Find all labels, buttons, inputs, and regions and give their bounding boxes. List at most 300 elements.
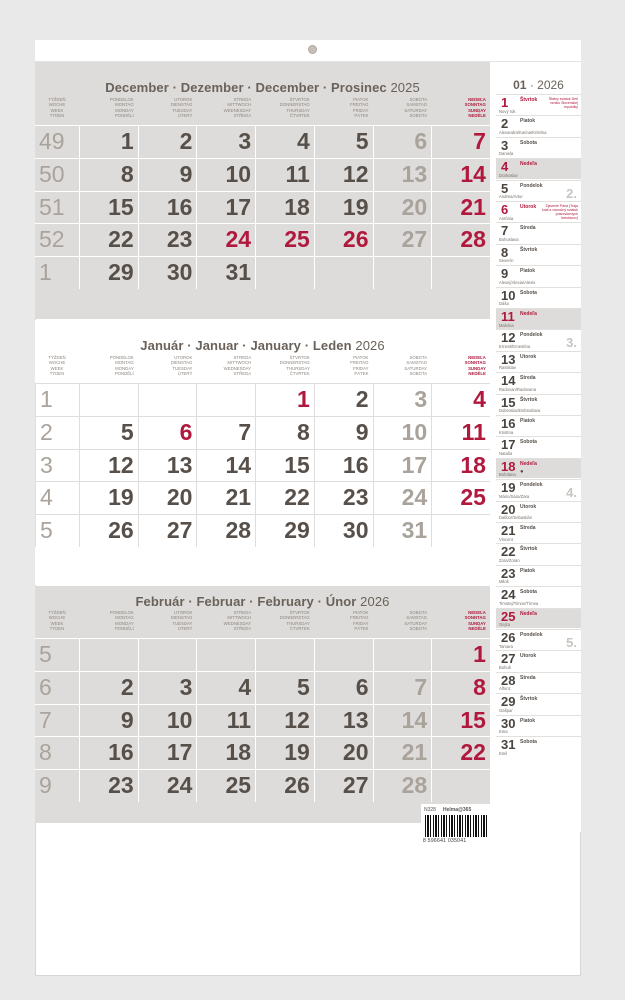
day-cell <box>314 736 373 769</box>
day-cell <box>373 256 432 289</box>
day-cell <box>196 191 255 224</box>
day-number: 13 <box>166 451 193 478</box>
day-cell <box>79 223 138 256</box>
day-number: 6 <box>355 673 369 700</box>
weekday-column-header <box>314 608 373 638</box>
day-cell <box>255 704 314 737</box>
side-day-number: 19 <box>501 480 516 496</box>
day-number: 25 <box>460 484 486 511</box>
day-number: 29 <box>108 259 134 286</box>
side-week-number: 2. <box>566 185 577 201</box>
day-cell <box>79 191 138 224</box>
side-weekday: Streda <box>520 674 536 681</box>
month-year: 2026 <box>360 594 390 609</box>
weekday-header-label: UTOROK <box>174 97 193 102</box>
weekday-header-label: DIENSTAG <box>170 360 193 366</box>
weekday-header-label: ČTVRTEK <box>289 626 310 632</box>
side-day-number: 20 <box>501 501 516 517</box>
day-number: 15 <box>108 193 134 220</box>
day-cell <box>431 671 490 704</box>
day-number: 10 <box>225 160 252 187</box>
week-number: 51 <box>39 193 65 220</box>
weekday-header-label: SATURDAY <box>404 107 428 113</box>
side-name-day: Gašpar <box>499 707 513 713</box>
side-name-day: Dobroslav/Dobroslava <box>499 408 541 414</box>
side-day-number: 29 <box>501 694 516 710</box>
weekday-column-header <box>431 95 490 125</box>
month-grid <box>35 125 490 289</box>
day-number: 18 <box>225 739 252 766</box>
weekday-header-label: ŠTVRTOK <box>289 610 310 615</box>
side-day-number: 8 <box>501 244 509 260</box>
month-title <box>35 338 490 353</box>
day-cell <box>373 223 432 256</box>
day-cell <box>373 638 432 671</box>
day-number: 13 <box>401 160 428 187</box>
week-number-cell <box>35 638 79 671</box>
weekday-header-label: THURSDAY <box>286 620 310 626</box>
day-cell <box>138 125 197 158</box>
weekday-header-label: SUNDAY <box>468 107 486 113</box>
weekday-header-label: UTOROK <box>174 610 193 615</box>
day-cell <box>79 125 138 158</box>
side-weekday: Sobota <box>520 289 537 296</box>
side-day-number: 17 <box>501 437 516 453</box>
weekday-column-header <box>138 353 197 383</box>
day-cell <box>373 514 432 547</box>
weekday-header-label: MITTWOCH <box>227 102 252 108</box>
weekday-header-label: ÚTERÝ <box>177 113 193 119</box>
weekday-column-header <box>372 608 431 638</box>
week-number-cell <box>35 449 79 482</box>
day-number: 28 <box>460 226 486 253</box>
side-day-row <box>496 522 581 543</box>
weekday-header-label: FRIDAY <box>353 365 369 371</box>
weekday-header-label: NEDEĽA <box>468 355 486 360</box>
side-name-day: Mário/Sára/Zara <box>499 493 530 499</box>
weekday-header-label: SONNTAG <box>464 102 486 108</box>
side-day-row <box>496 158 581 179</box>
day-cell <box>79 383 138 416</box>
day-cell <box>373 769 432 802</box>
weekday-header-label: THURSDAY <box>286 365 310 371</box>
day-number: 4 <box>238 673 252 700</box>
weekday-header-label: ŠTVRTOK <box>289 355 310 360</box>
day-cell <box>373 481 432 514</box>
week-number: 49 <box>39 128 65 154</box>
side-day-row <box>496 351 581 372</box>
weekday-header-label: STŘEDA <box>233 371 252 377</box>
weekday-header-label: SOBOTA <box>409 97 428 102</box>
month-grid <box>35 638 490 802</box>
side-weekday: Pondelok <box>520 182 543 189</box>
weekday-header-label: NEDĚLE <box>468 371 486 377</box>
day-number: 20 <box>342 739 369 766</box>
weekday-header-label: SOBOTA <box>409 355 428 360</box>
side-name-day: Zora/Zoran <box>499 557 520 563</box>
week-number-cell <box>35 383 79 416</box>
side-name-day: Tamara <box>499 643 513 649</box>
day-cell <box>255 223 314 256</box>
side-name-day: Malvína <box>499 322 514 328</box>
weekday-header <box>35 608 490 638</box>
weekday-header-label: SAMSTAG <box>406 102 428 108</box>
week-number-cell <box>35 158 79 191</box>
side-name-day: Drahoslav <box>499 172 518 178</box>
day-cell <box>138 449 197 482</box>
day-number: 28 <box>225 517 252 544</box>
weekday-header-label: PÁTEK <box>354 626 369 632</box>
week-number-cell <box>35 481 79 514</box>
day-cell <box>314 158 373 191</box>
week-header-label: TÝDEN <box>49 371 65 377</box>
weekday-header-label: WEDNESDAY <box>223 365 252 371</box>
weekday-header-label: NEDEĽA <box>468 97 486 102</box>
moon-phase-icon: ● <box>520 468 524 475</box>
day-number: 7 <box>473 128 486 154</box>
day-cell <box>138 736 197 769</box>
week-column-header <box>35 353 79 383</box>
week-number: 6 <box>39 673 52 700</box>
weekday-header-label: THURSDAY <box>286 107 310 113</box>
weekday-column-header <box>196 608 255 638</box>
weekday-header-label: STREDA <box>233 610 252 615</box>
day-number: 2 <box>355 386 369 412</box>
day-cell <box>79 416 138 449</box>
weekday-header-label: SATURDAY <box>404 620 428 626</box>
side-day-number: 21 <box>501 523 516 538</box>
side-day-number: 6 <box>501 202 509 217</box>
side-weekday: Nedeľa <box>520 161 537 168</box>
day-number: 18 <box>284 193 310 220</box>
brand-name: Helma@365 <box>443 807 472 813</box>
side-name-day: Dáša <box>499 301 509 307</box>
day-cell <box>314 223 373 256</box>
side-day-number: 7 <box>501 223 509 239</box>
day-cell <box>79 481 138 514</box>
side-day-row <box>496 479 581 500</box>
day-cell <box>138 158 197 191</box>
side-day-number: 23 <box>501 565 516 581</box>
side-day-number: 11 <box>501 309 515 324</box>
side-day-row <box>496 693 581 714</box>
weekday-header-label: MITTWOCH <box>227 360 252 366</box>
day-number: 31 <box>225 259 252 286</box>
day-cell <box>431 736 490 769</box>
day-cell <box>196 158 255 191</box>
day-number: 1 <box>297 386 310 412</box>
weekday-header-label: PONDELOK <box>109 610 134 615</box>
day-cell <box>138 191 197 224</box>
day-number: 25 <box>225 772 252 799</box>
side-weekday: Utorok <box>520 503 537 510</box>
day-cell <box>255 383 314 416</box>
side-day-row <box>496 244 581 265</box>
weekday-header-label: SOBOTA <box>409 610 428 615</box>
day-cell <box>79 449 138 482</box>
day-number: 11 <box>226 706 252 733</box>
side-day-row <box>496 436 581 457</box>
day-number: 8 <box>120 160 134 187</box>
side-day-number: 27 <box>501 651 516 667</box>
day-cell <box>196 125 255 158</box>
side-day-number: 31 <box>501 737 516 752</box>
side-day-number: 4 <box>501 159 509 175</box>
side-day-row <box>496 308 581 329</box>
day-cell <box>255 514 314 547</box>
day-cell <box>196 256 255 289</box>
side-day-number: 13 <box>501 351 516 367</box>
day-number: 7 <box>414 673 428 700</box>
day-number: 21 <box>460 193 486 220</box>
side-name-day: Gejza <box>499 622 510 628</box>
day-cell <box>196 481 255 514</box>
side-name-day: Bohdana <box>499 472 516 478</box>
week-number: 7 <box>39 706 52 733</box>
week-column-header <box>35 608 79 638</box>
day-cell <box>314 481 373 514</box>
side-day-row <box>496 715 581 736</box>
side-weekday: Utorok <box>520 204 537 210</box>
side-day-row <box>496 372 581 393</box>
side-name-day: Emil <box>499 750 508 756</box>
day-number: 23 <box>108 772 134 799</box>
month-block <box>35 320 490 585</box>
side-day-number: 1 <box>501 95 509 110</box>
month-block <box>35 586 490 823</box>
day-cell <box>79 256 138 289</box>
weekday-header-label: ÚTERÝ <box>177 371 193 377</box>
side-holiday-note: Štátny sviatok Deň vzniku Slovenskej republiky <box>548 97 578 109</box>
day-cell <box>196 416 255 449</box>
day-number: 15 <box>284 451 310 478</box>
weekday-header-label: STREDA <box>233 355 252 360</box>
week-number: 4 <box>40 484 53 511</box>
side-weekday: Štvrtok <box>520 546 538 553</box>
weekday-header-label: NEDEĽA <box>468 610 486 615</box>
weekday-column-header <box>255 608 314 638</box>
day-number: 22 <box>108 226 134 253</box>
side-day-row <box>496 415 581 436</box>
weekday-header-label: TUESDAY <box>172 620 193 626</box>
month-title-text: December · Dezember · December · Prosinec <box>105 80 387 95</box>
side-day-row <box>496 629 581 650</box>
weekday-header-label: ČTVRTEK <box>289 371 310 377</box>
weekday-header-label: SAMSTAG <box>406 360 428 366</box>
week-number: 9 <box>39 772 52 799</box>
week-number: 5 <box>39 641 52 667</box>
barcode-label <box>421 804 491 849</box>
week-number: 8 <box>39 739 52 766</box>
month-title <box>35 594 490 609</box>
day-number: 3 <box>238 128 252 154</box>
side-weekday: Sobota <box>520 439 537 446</box>
day-number: 12 <box>108 451 134 478</box>
day-number: 19 <box>108 484 134 511</box>
day-cell <box>196 769 255 802</box>
day-cell <box>138 256 197 289</box>
weekday-header-label: WEDNESDAY <box>223 620 252 626</box>
week-number-cell <box>35 223 79 256</box>
side-day-number: 15 <box>501 394 516 410</box>
day-number: 17 <box>225 193 252 220</box>
day-cell <box>373 125 432 158</box>
side-weekday: Pondelok <box>520 482 543 489</box>
side-week-number: 3. <box>566 335 577 351</box>
day-number: 24 <box>401 484 428 511</box>
day-cell <box>255 449 314 482</box>
weekday-column-header <box>138 608 197 638</box>
side-day-row <box>496 394 581 415</box>
day-cell <box>431 191 490 224</box>
day-cell <box>196 223 255 256</box>
side-weekday: Piatok <box>520 567 536 574</box>
day-cell <box>255 769 314 802</box>
month-year: 2025 <box>390 80 420 95</box>
day-number: 22 <box>284 484 310 511</box>
day-cell <box>196 638 255 671</box>
side-month: 01 <box>513 78 527 92</box>
day-number: 19 <box>284 739 310 766</box>
side-name-day: Nataša <box>499 450 513 456</box>
side-week-number: 4. <box>566 485 577 501</box>
day-number: 21 <box>225 484 252 511</box>
day-cell <box>431 449 490 482</box>
weekday-column-header <box>196 95 255 125</box>
hanger-hole <box>308 45 317 54</box>
side-week-number: 5. <box>566 635 577 650</box>
weekday-header-label: DONNERSTAG <box>279 102 310 108</box>
weekday-column-header <box>255 95 314 125</box>
side-day-row <box>496 672 581 693</box>
day-number: 19 <box>342 193 369 220</box>
day-number: 20 <box>401 193 428 220</box>
day-cell <box>314 671 373 704</box>
day-number: 24 <box>225 226 252 253</box>
barcode-icon <box>425 815 489 837</box>
side-name-day: Andrea/Artur <box>499 194 523 200</box>
side-day-number: 24 <box>501 587 516 603</box>
day-cell <box>373 383 432 416</box>
day-cell <box>314 769 373 802</box>
weekday-header-label: DIENSTAG <box>170 615 193 621</box>
side-weekday: Sobota <box>520 139 537 146</box>
day-cell <box>138 416 197 449</box>
week-header-label: WOCHE <box>48 360 66 366</box>
day-number: 11 <box>285 160 310 187</box>
day-cell <box>314 416 373 449</box>
weekday-header-label: SUNDAY <box>468 365 486 371</box>
day-cell <box>79 671 138 704</box>
day-cell <box>138 638 197 671</box>
side-title: 01 · 2026 <box>513 78 564 92</box>
day-number: 10 <box>401 418 428 445</box>
side-weekday: Streda <box>520 375 536 382</box>
side-day-row <box>496 137 581 158</box>
side-name-day: Daniela <box>499 151 514 157</box>
weekday-header <box>35 353 490 383</box>
weekday-header-label: SATURDAY <box>404 365 428 371</box>
side-day-row <box>496 565 581 586</box>
day-cell <box>79 704 138 737</box>
weekday-header-label: SAMSTAG <box>406 615 428 621</box>
day-cell <box>138 223 197 256</box>
side-weekday: Piatok <box>520 717 536 724</box>
day-cell <box>431 514 490 547</box>
weekday-header-label: MONTAG <box>115 360 134 366</box>
side-name-day: Miloš <box>499 579 509 585</box>
day-cell <box>196 671 255 704</box>
day-cell <box>79 638 138 671</box>
side-name-day: Rastislav <box>499 365 516 371</box>
weekday-header-label: MONDAY <box>115 107 134 113</box>
month-block <box>35 62 490 319</box>
side-weekday: Sobota <box>520 589 537 596</box>
day-cell <box>373 704 432 737</box>
weekday-header <box>35 95 490 125</box>
day-number: 2 <box>120 673 134 700</box>
side-name-day: Antónia <box>499 215 514 221</box>
day-number: 9 <box>179 160 193 187</box>
side-day-row <box>496 115 581 136</box>
day-number: 13 <box>342 706 369 733</box>
day-cell <box>255 125 314 158</box>
weekday-column-header <box>196 353 255 383</box>
day-number: 30 <box>166 259 193 286</box>
day-cell <box>196 449 255 482</box>
side-name-day: Ema <box>499 729 508 735</box>
side-day-number: 14 <box>501 373 516 389</box>
day-cell <box>255 416 314 449</box>
day-cell <box>431 769 490 802</box>
day-cell <box>431 383 490 416</box>
side-day-row <box>496 458 581 479</box>
day-number: 6 <box>179 418 193 445</box>
day-number: 7 <box>238 418 252 445</box>
side-name-day: Timotej/Timon/Tímea <box>499 600 539 606</box>
weekday-header-label: ÚTERÝ <box>177 626 193 632</box>
side-day-row <box>496 650 581 671</box>
day-number: 31 <box>401 517 428 544</box>
day-cell <box>373 449 432 482</box>
weekday-header-label: DONNERSTAG <box>279 615 310 621</box>
day-number: 3 <box>414 386 428 412</box>
day-cell <box>314 638 373 671</box>
week-header-label: TÝŽDEŇ <box>48 355 66 360</box>
weekday-column-header <box>431 353 490 383</box>
side-year: 2026 <box>537 78 564 92</box>
side-day-number: 30 <box>501 715 516 731</box>
day-cell <box>431 125 490 158</box>
weekday-column-header <box>431 608 490 638</box>
side-weekday: Nedeľa <box>520 311 537 317</box>
day-number: 23 <box>342 484 369 511</box>
weekday-header-label: PIATOK <box>353 97 369 102</box>
weekday-header-label: MONDAY <box>115 620 134 626</box>
day-cell <box>431 256 490 289</box>
day-number: 11 <box>461 418 486 445</box>
day-number: 9 <box>355 418 369 445</box>
week-number-cell <box>35 191 79 224</box>
side-day-number: 26 <box>501 630 516 645</box>
side-day-list <box>496 62 581 832</box>
weekday-header-label: PIATOK <box>353 355 369 360</box>
day-cell <box>314 125 373 158</box>
week-header-label: TÝŽDEŇ <box>48 610 66 615</box>
day-number: 5 <box>120 418 134 445</box>
week-number-cell <box>35 256 79 289</box>
day-number: 9 <box>120 706 134 733</box>
